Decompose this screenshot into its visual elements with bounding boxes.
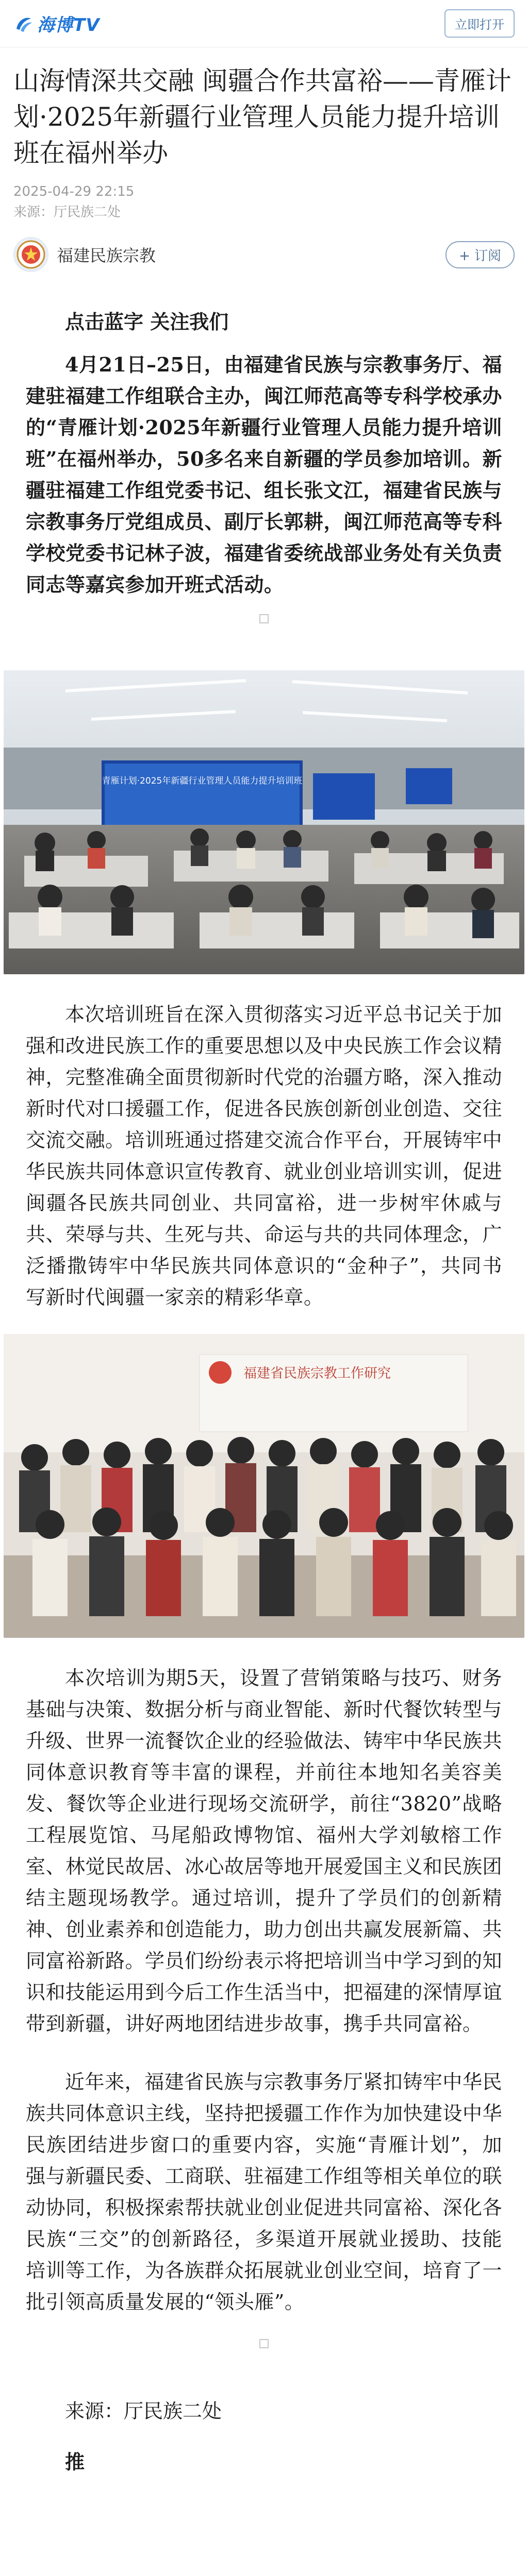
follow-button[interactable]: + 订阅 <box>446 241 515 268</box>
publish-time: 2025-04-29 22:15 <box>13 184 135 199</box>
paragraph-1: 4月21日–25日，由福建省民族与宗教事务厅、福建驻福建工作组联合主办，闽江师范高等专科学校承办的“青雁计划·2025年新疆行业管理人员能力提升培训班”在福州举办，50多名来自新疆的学员参加培训。新疆驻福建工作组党委书记、组长张文江，福建省民族与宗教事务厅党组成员、副厅长郭耕，闽江师范高等专科学校党委书记林子波，福建省委统战部业务处有关负责同志等嘉宾参加开班式活动。 <box>26 353 503 596</box>
wall-sign-text: 福建省民族宗教工作研究 <box>243 1366 391 1381</box>
paragraph-3: 本次培训为期5天，设置了营销策略与技巧、财务基础与决策、数据分析与商业智能、新时代餐饮转型与升级、世界一流餐饮企业的经验做法、铸牢中华民族共同体意识教育等丰富的课程，并前往本地知名美容美发、餐饮等企业进行现场交流研学，前往“3820”战略工程展览馆、马尾船政博物馆、福州大学刘敏榕工作室、林觉民故居、冰心故居等地开展爱国主义和民族团结主题现场教学。通过培训，提升了学员们的创新精神、创业素养和创造能力，助力创出共赢发展新篇、共同富裕新路。学员们纷纷表示将把培训当中学习到的知识和技能运用到今后工作生活当中，把福建的深情厚谊带到新疆，讲好两地团结进步故事，携手共同富裕。 <box>26 1667 503 2035</box>
classroom-screen-text: 青雁计划·2025年新疆行业管理人员能力提升培训班 <box>102 776 303 786</box>
photo-group <box>4 1334 524 1638</box>
account-row <box>0 223 528 283</box>
top-bar <box>0 0 528 47</box>
account-name: 福建民族宗教 <box>57 246 156 265</box>
image-placeholder-mark-2 <box>26 2333 502 2359</box>
fujian-minzu-emblem-icon <box>14 238 48 272</box>
article-body <box>0 306 528 2475</box>
app-logo-text: 海博TV <box>37 15 100 36</box>
article-header <box>0 47 528 223</box>
haibo-tv-logo-icon <box>13 13 34 34</box>
article-title: 山海情深共交融 闽疆合作共富裕——青雁计划·2025年新疆行业管理人员能力提升培训班在福州举办 <box>13 66 512 168</box>
article-meta <box>13 181 515 223</box>
paragraph-4: 近年来，福建省民族与宗教事务厅紧扣铸牢中华民族共同体意识主线，坚持把援疆工作作为加快建设中华民族团结进步窗口的重要内容，实施“青雁计划”，加强与新疆民委、工商联、驻福建工作组等相关单位的联动协同，积极探索帮扶就业创业促进共同富裕、深化各民族“三交”的创新路径，多渠道开展就业援助、技能培训等工作，为各族群众拓展就业创业空间，培育了一批引领高质量发展的“领头雁”。 <box>26 2071 503 2313</box>
open-app-button[interactable]: 立即打开 <box>444 9 515 38</box>
paragraph-2: 本次培训班旨在深入贯彻落实习近平总书记关于加强和改进民族工作的重要思想以及中央民族工作会议精神，完整准确全面贯彻新时代党的治疆方略，深入推动新时代对口援疆工作，促进各民族创新创业创造、交往交流交融。培训班通过搭建交流合作平台，开展铸牢中华民族共同体意识宣传教育、就业创业培训实训，促进闽疆各民族共同创业、共同富裕，进一步树牢休戚与共、荣辱与共、生死与共、命运与共的共同体理念，广泛播撒铸牢中华民族共同体意识的“金种子”，共同书写新时代闽疆一家亲的精彩华章。 <box>26 1003 503 1309</box>
account-info[interactable] <box>13 237 156 272</box>
end-source: 来源：厅民族二处 <box>65 2400 222 2422</box>
follow-cta: 点击蓝字 关注我们 <box>65 310 229 333</box>
avatar[interactable] <box>13 237 48 272</box>
photo-classroom <box>4 670 524 974</box>
recommend-heading: 推 <box>65 2450 85 2473</box>
image-placeholder-mark <box>26 608 502 634</box>
app-logo[interactable] <box>13 11 100 36</box>
source-line: 来源：厅民族二处 <box>13 205 121 220</box>
